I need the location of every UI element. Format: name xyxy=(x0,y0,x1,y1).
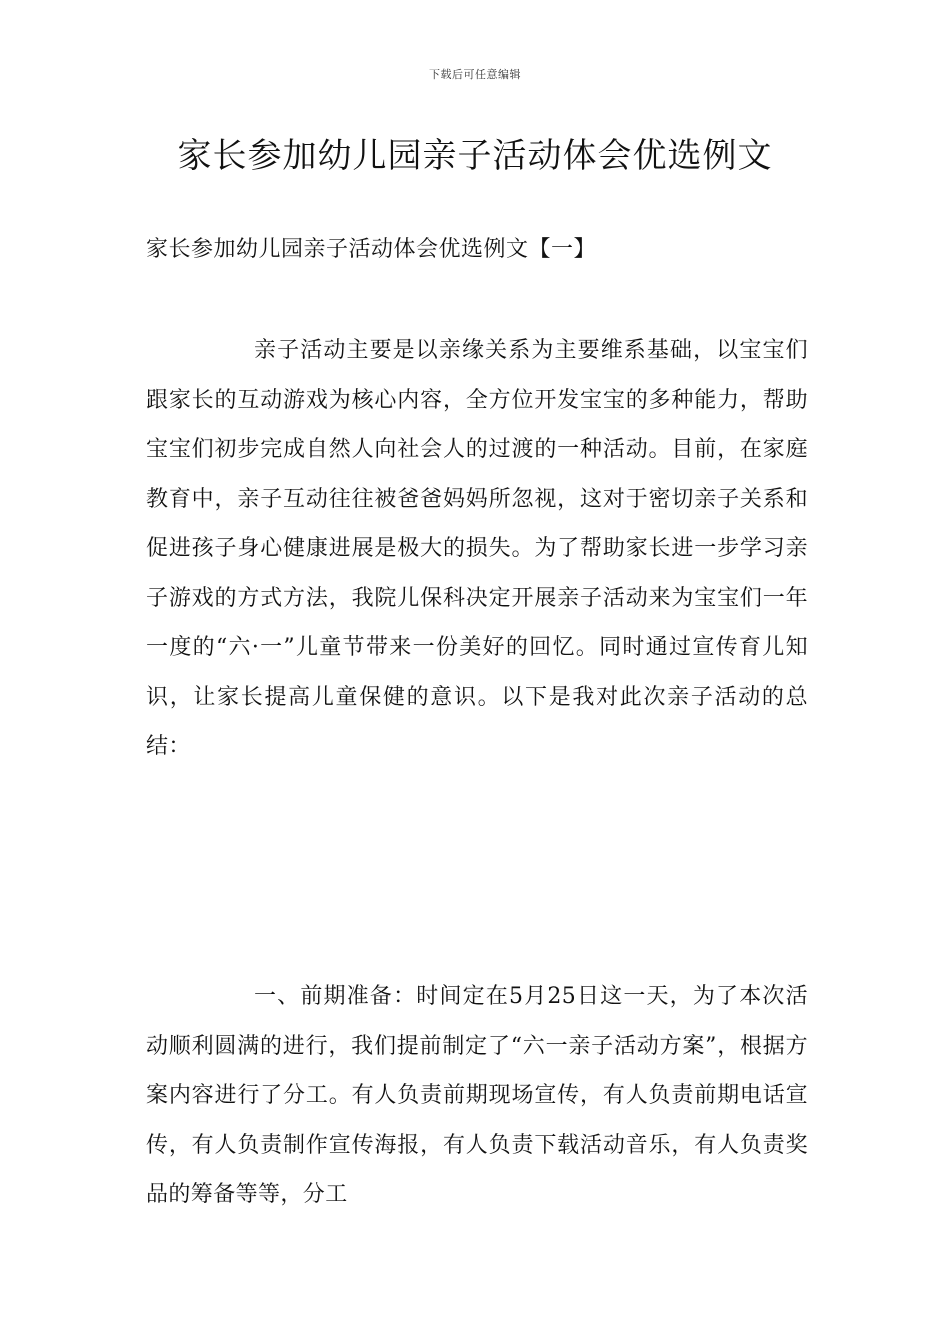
body-paragraph: 亲子活动主要是以亲缘关系为主要维系基础，以宝宝们跟家长的互动游戏为核心内容，全方位开发宝宝的多种能力，帮助宝宝们初步完成自然人向社会人的过渡的一种活动。目前，在家庭教育中，亲子互动往往被爸爸妈妈所忽视，这对于密切亲子关系和促进孩子身心健康进展是极大的损失。为了帮助家长进一步学习亲子游戏的方式方法，我院儿保科决定开展亲子活动来为宝宝们一年一度的“六·一”儿童节带来一份美好的回忆。同时通过宣传育儿知识，让家长提高儿童保健的意识。以下是我对此次亲子活动的总结： xyxy=(146,338,808,759)
body-paragraph: 一、前期准备：时间定在5月25日这一天，为了本次活动顺利圆满的进行，我们提前制定了“六一亲子活动方案”，根据方案内容进行了分工。有人负责前期现场宣传，有人负责前期电话宣传，有人负责制作宣传海报，有人负责下载活动音乐，有人负责奖品的筹备等等，分工 xyxy=(146,984,808,1207)
section-title: 家长参加幼儿园亲子活动体会优选例文【一】 xyxy=(146,237,597,262)
header-note: 下载后可任意编辑 xyxy=(429,68,521,81)
document-title: 家长参加幼儿园亲子活动体会优选例文 xyxy=(177,136,773,176)
